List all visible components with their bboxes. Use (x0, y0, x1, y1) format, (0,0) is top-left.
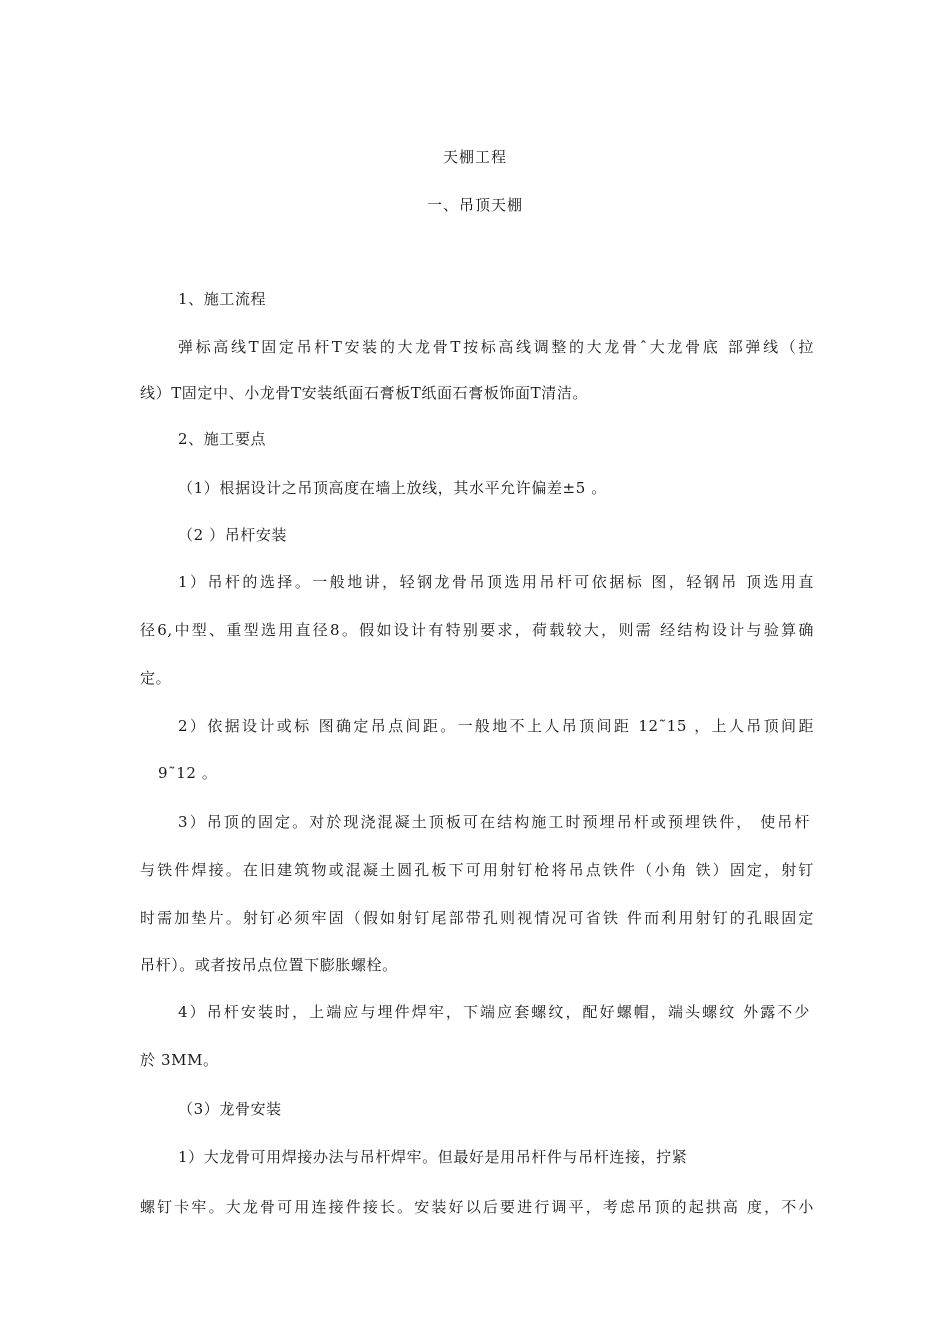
paragraph-line: 於 3MM。 (140, 1051, 219, 1069)
paragraph-line: 径6,中型、重型选用直径8。假如设计有特别要求，荷载较大，则需 经结构设计与验算确 (140, 621, 814, 639)
paragraph-line: 时需加垫片。射钉必须牢固（假如射钉尾部带孔则视情况可省铁 件而利用射钉的孔眼固定 (140, 909, 814, 927)
paragraph-line: （1）根据设计之吊顶高度在墙上放线，其水平允许偏差±5 。 (178, 479, 607, 497)
paragraph-line: 螺钉卡牢。大龙骨可用连接件接长。安装好以后要进行调平，考虑吊顶的起拱高 度，不小 (140, 1198, 814, 1216)
subsection-heading: （3）龙骨安装 (178, 1100, 282, 1118)
document-subtitle: 一、吊顶天棚 (426, 196, 523, 214)
paragraph-line: 吊杆）。或者按吊点位置下膨胀螺栓。 (140, 956, 398, 974)
paragraph-line: 4）吊杆安装时，上端应与埋件焊牢，下端应套螺纹，配好螺帽，端头螺纹 外露不少 (178, 1003, 810, 1021)
document-title: 天棚工程 (442, 148, 507, 166)
paragraph-line: 2）依据设计或标 图确定吊点间距。一般地不上人吊顶间距 12˜15 ，上人吊顶间距 (178, 717, 814, 735)
section-heading-points: 2、施工要点 (178, 430, 267, 448)
paragraph-line: 1）大龙骨可用焊接办法与吊杆焊牢。但最好是用吊杆件与吊杆连接，拧紧 (178, 1148, 688, 1166)
paragraph-line: 3）吊顶的固定。对於现浇混凝土顶板可在结构施工时预埋吊杆或预埋铁件， 使吊杆 (178, 813, 810, 831)
subsection-heading: （2 ）吊杆安装 (178, 526, 288, 544)
paragraph-line: 定。 (140, 669, 172, 687)
paragraph-line: 9˜12 。 (158, 764, 218, 782)
section-heading-flow: 1、施工流程 (178, 290, 267, 308)
paragraph-line: 与铁件焊接。在旧建筑物或混凝土圆孔板下可用射钉枪将吊点铁件（小角 铁）固定，射钉 (140, 861, 814, 879)
paragraph-line: 线）T固定中、小龙骨T安装纸面石膏板T纸面石膏板饰面T清洁。 (140, 384, 589, 402)
paragraph-line: 1）吊杆的选择。一般地讲，轻钢龙骨吊顶选用吊杆可依据标 图，轻钢吊 顶选用直 (178, 573, 814, 591)
paragraph-line: 弹标高线T固定吊杆T安装的大龙骨T按标高线调整的大龙骨ˆ大龙骨底 部弹线（拉 (178, 338, 814, 356)
